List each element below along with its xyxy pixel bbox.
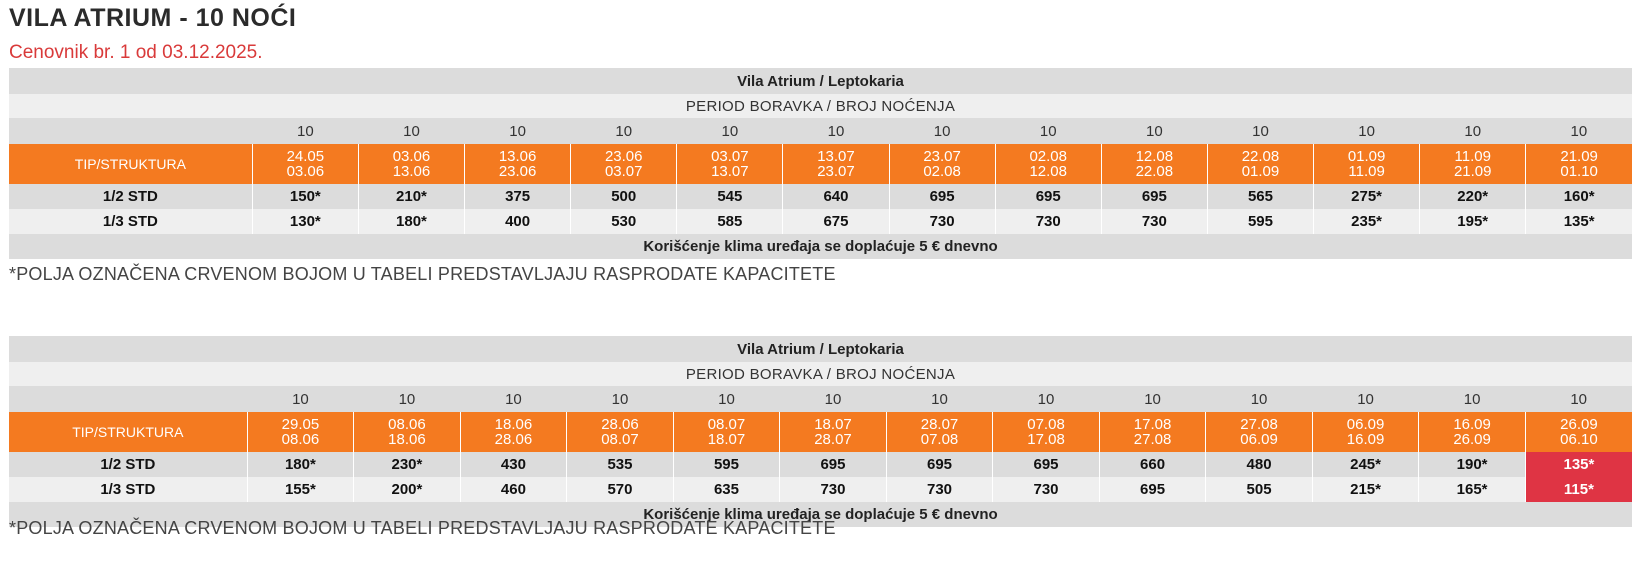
period-from: 01.09	[1347, 148, 1386, 165]
period-dates	[1207, 144, 1313, 184]
period-from: 08.06	[388, 416, 426, 433]
price-cell: 135*	[1526, 209, 1632, 234]
price-cell: 660	[1099, 452, 1206, 477]
price-list-subtitle: Cenovnik br. 1 od 03.12.2025.	[9, 42, 263, 63]
period-to: 16.09	[1346, 431, 1385, 448]
period-from: 22.08	[1241, 148, 1280, 165]
period-from: 23.06	[604, 148, 643, 165]
period-to: 12.08	[1029, 163, 1067, 180]
hotel-row	[9, 336, 1632, 362]
period-to: 08.07	[601, 431, 639, 448]
period-from: 27.08	[1240, 416, 1278, 433]
hotel-row	[9, 68, 1632, 94]
period-to: 08.06	[281, 431, 320, 448]
price-cell: 595	[673, 452, 780, 477]
nights-count: 10	[1420, 118, 1526, 144]
price-cell: 695	[1099, 477, 1206, 502]
type-header: TIP/STRUKTURA	[9, 412, 247, 452]
nights-count: 10	[247, 386, 354, 412]
price-cell: 695	[886, 452, 993, 477]
period-to: 23.06	[498, 163, 537, 180]
price-cell: 220*	[1420, 184, 1526, 209]
nights-count: 10	[993, 386, 1100, 412]
price-cell: 190*	[1419, 452, 1526, 477]
price-cell: 570	[567, 477, 674, 502]
period-dates	[465, 144, 571, 184]
nights-count: 10	[358, 118, 464, 144]
period-dates	[1420, 144, 1526, 184]
price-cell: 730	[886, 477, 993, 502]
price-cell: 695	[889, 184, 995, 209]
period-dates	[783, 144, 889, 184]
nights-count: 10	[1099, 386, 1206, 412]
nights-count: 10	[354, 386, 461, 412]
period-from: 29.05	[281, 416, 320, 433]
price-cell-soldout: 115*	[1525, 477, 1632, 502]
price-cell: 695	[995, 184, 1101, 209]
price-cell: 200*	[354, 477, 461, 502]
price-cell: 695	[993, 452, 1100, 477]
period-to: 02.08	[923, 163, 961, 180]
period-dates	[358, 144, 464, 184]
period-from: 16.09	[1453, 416, 1491, 433]
price-row	[9, 209, 1632, 234]
period-label-row	[9, 362, 1632, 386]
nights-count: 10	[1526, 118, 1632, 144]
period-from: 02.08	[1029, 148, 1067, 165]
period-label: PERIOD BORAVKA / BROJ NOĆENJA	[9, 362, 1632, 386]
price-cell: 215*	[1312, 477, 1419, 502]
dates-header-row	[9, 144, 1632, 184]
dates-header-row	[9, 412, 1632, 452]
price-cell: 730	[993, 477, 1100, 502]
period-from: 08.07	[707, 416, 746, 433]
price-cell: 730	[780, 477, 887, 502]
period-to: 06.09	[1240, 431, 1278, 448]
ac-surcharge-note: Korišćenje klima uređaja se doplaćuje 5 € dnevno	[9, 502, 1632, 527]
price-cell: 530	[571, 209, 677, 234]
period-to: 07.08	[920, 431, 959, 448]
price-cell: 375	[465, 184, 571, 209]
period-dates	[460, 412, 567, 452]
price-cell: 565	[1207, 184, 1313, 209]
period-from: 12.08	[1135, 148, 1174, 165]
period-to: 13.06	[392, 163, 431, 180]
price-cell: 180*	[358, 209, 464, 234]
price-cell: 640	[783, 184, 889, 209]
period-to: 21.09	[1453, 163, 1492, 180]
period-label-row	[9, 94, 1632, 118]
period-from: 06.09	[1346, 416, 1385, 433]
period-dates	[780, 412, 887, 452]
nights-count: 10	[1207, 118, 1313, 144]
nights-count: 10	[1314, 118, 1420, 144]
price-cell: 245*	[1312, 452, 1419, 477]
nights-count: 10	[1419, 386, 1526, 412]
price-cell: 210*	[358, 184, 464, 209]
period-label: PERIOD BORAVKA / BROJ NOĆENJA	[9, 94, 1632, 118]
period-dates	[673, 412, 780, 452]
price-cell: 180*	[247, 452, 354, 477]
period-from: 13.07	[817, 148, 855, 165]
period-dates	[993, 412, 1100, 452]
price-cell: 160*	[1526, 184, 1632, 209]
price-cell: 695	[780, 452, 887, 477]
period-dates	[1525, 412, 1632, 452]
soldout-footnote-2: *POLJA OZNAČENA CRVENOM BOJOM U TABELI PREDSTAVLJAJU RASPRODATE KAPACITETE	[9, 518, 836, 538]
period-dates	[1206, 412, 1313, 452]
period-to: 17.08	[1027, 431, 1065, 448]
period-from: 26.09	[1560, 416, 1598, 433]
price-table-2	[9, 336, 1632, 527]
nights-count: 10	[567, 386, 674, 412]
period-dates	[354, 412, 461, 452]
nights-count: 10	[886, 386, 993, 412]
period-to: 03.07	[604, 163, 643, 180]
period-dates	[1526, 144, 1632, 184]
price-cell-soldout: 135*	[1525, 452, 1632, 477]
period-from: 24.05	[286, 148, 325, 165]
period-dates	[1101, 144, 1207, 184]
period-to: 22.08	[1135, 163, 1174, 180]
price-row	[9, 477, 1632, 502]
nights-count: 10	[465, 118, 571, 144]
price-cell: 430	[460, 452, 567, 477]
nights-spacer	[9, 386, 247, 412]
period-from: 23.07	[923, 148, 961, 165]
period-to: 06.10	[1560, 431, 1598, 448]
price-cell: 400	[465, 209, 571, 234]
price-cell: 730	[889, 209, 995, 234]
period-dates	[252, 144, 358, 184]
price-cell: 730	[1101, 209, 1207, 234]
nights-count: 10	[783, 118, 889, 144]
nights-count: 10	[1312, 386, 1419, 412]
nights-count: 10	[460, 386, 567, 412]
period-dates	[889, 144, 995, 184]
period-to: 18.07	[707, 431, 746, 448]
hotel-name: Vila Atrium / Leptokaria	[9, 336, 1632, 362]
nights-row	[9, 118, 1632, 144]
price-cell: 130*	[252, 209, 358, 234]
price-cell: 675	[783, 209, 889, 234]
price-cell: 195*	[1420, 209, 1526, 234]
price-cell: 480	[1206, 452, 1313, 477]
room-type: 1/3 STD	[9, 209, 252, 234]
price-cell: 505	[1206, 477, 1313, 502]
period-from: 13.06	[498, 148, 537, 165]
period-to: 01.10	[1560, 163, 1598, 180]
period-from: 07.08	[1027, 416, 1065, 433]
period-to: 13.07	[711, 163, 749, 180]
period-to: 27.08	[1133, 431, 1172, 448]
price-row	[9, 452, 1632, 477]
nights-count: 10	[1101, 118, 1207, 144]
nights-count: 10	[995, 118, 1101, 144]
period-from: 17.08	[1133, 416, 1172, 433]
period-to: 11.09	[1348, 163, 1385, 180]
period-from: 18.06	[494, 416, 533, 433]
period-dates	[567, 412, 674, 452]
period-dates	[1314, 144, 1420, 184]
period-to: 01.09	[1241, 163, 1280, 180]
price-cell: 460	[460, 477, 567, 502]
period-dates	[1312, 412, 1419, 452]
period-from: 28.07	[920, 416, 959, 433]
period-from: 28.06	[601, 416, 639, 433]
price-cell: 535	[567, 452, 674, 477]
period-to: 03.06	[286, 163, 325, 180]
room-type: 1/3 STD	[9, 477, 247, 502]
price-cell: 275*	[1314, 184, 1420, 209]
period-to: 18.06	[388, 431, 426, 448]
nights-count: 10	[1206, 386, 1313, 412]
price-row	[9, 184, 1632, 209]
room-type: 1/2 STD	[9, 184, 252, 209]
price-cell: 585	[677, 209, 783, 234]
nights-count: 10	[673, 386, 780, 412]
nights-row	[9, 386, 1632, 412]
nights-spacer	[9, 118, 252, 144]
price-table-1	[9, 68, 1632, 259]
period-to: 28.07	[814, 431, 852, 448]
price-cell: 500	[571, 184, 677, 209]
period-from: 03.07	[711, 148, 749, 165]
nights-count: 10	[252, 118, 358, 144]
type-header: TIP/STRUKTURA	[9, 144, 252, 184]
period-from: 11.09	[1454, 148, 1491, 165]
period-dates	[571, 144, 677, 184]
period-dates	[886, 412, 993, 452]
period-dates	[677, 144, 783, 184]
nights-count: 10	[889, 118, 995, 144]
period-from: 03.06	[392, 148, 431, 165]
nights-count: 10	[1525, 386, 1632, 412]
period-dates	[995, 144, 1101, 184]
room-type: 1/2 STD	[9, 452, 247, 477]
price-cell: 155*	[247, 477, 354, 502]
period-to: 28.06	[494, 431, 533, 448]
period-from: 18.07	[814, 416, 852, 433]
price-cell: 695	[1101, 184, 1207, 209]
price-cell: 635	[673, 477, 780, 502]
nights-count: 10	[571, 118, 677, 144]
hotel-name: Vila Atrium / Leptokaria	[9, 68, 1632, 94]
period-dates	[1419, 412, 1526, 452]
price-cell: 730	[995, 209, 1101, 234]
price-cell: 545	[677, 184, 783, 209]
price-cell: 235*	[1314, 209, 1420, 234]
nights-count: 10	[780, 386, 887, 412]
period-to: 26.09	[1453, 431, 1491, 448]
price-cell: 150*	[252, 184, 358, 209]
note-row	[9, 234, 1632, 259]
nights-count: 10	[677, 118, 783, 144]
price-cell: 595	[1207, 209, 1313, 234]
price-cell: 230*	[354, 452, 461, 477]
period-dates	[247, 412, 354, 452]
period-to: 23.07	[817, 163, 855, 180]
page-title: VILA ATRIUM - 10 NOĆI	[9, 4, 297, 32]
period-dates	[1099, 412, 1206, 452]
period-from: 21.09	[1560, 148, 1598, 165]
price-cell: 165*	[1419, 477, 1526, 502]
soldout-footnote-1: *POLJA OZNAČENA CRVENOM BOJOM U TABELI PREDSTAVLJAJU RASPRODATE KAPACITETE	[9, 264, 836, 284]
ac-surcharge-note: Korišćenje klima uređaja se doplaćuje 5 € dnevno	[9, 234, 1632, 259]
